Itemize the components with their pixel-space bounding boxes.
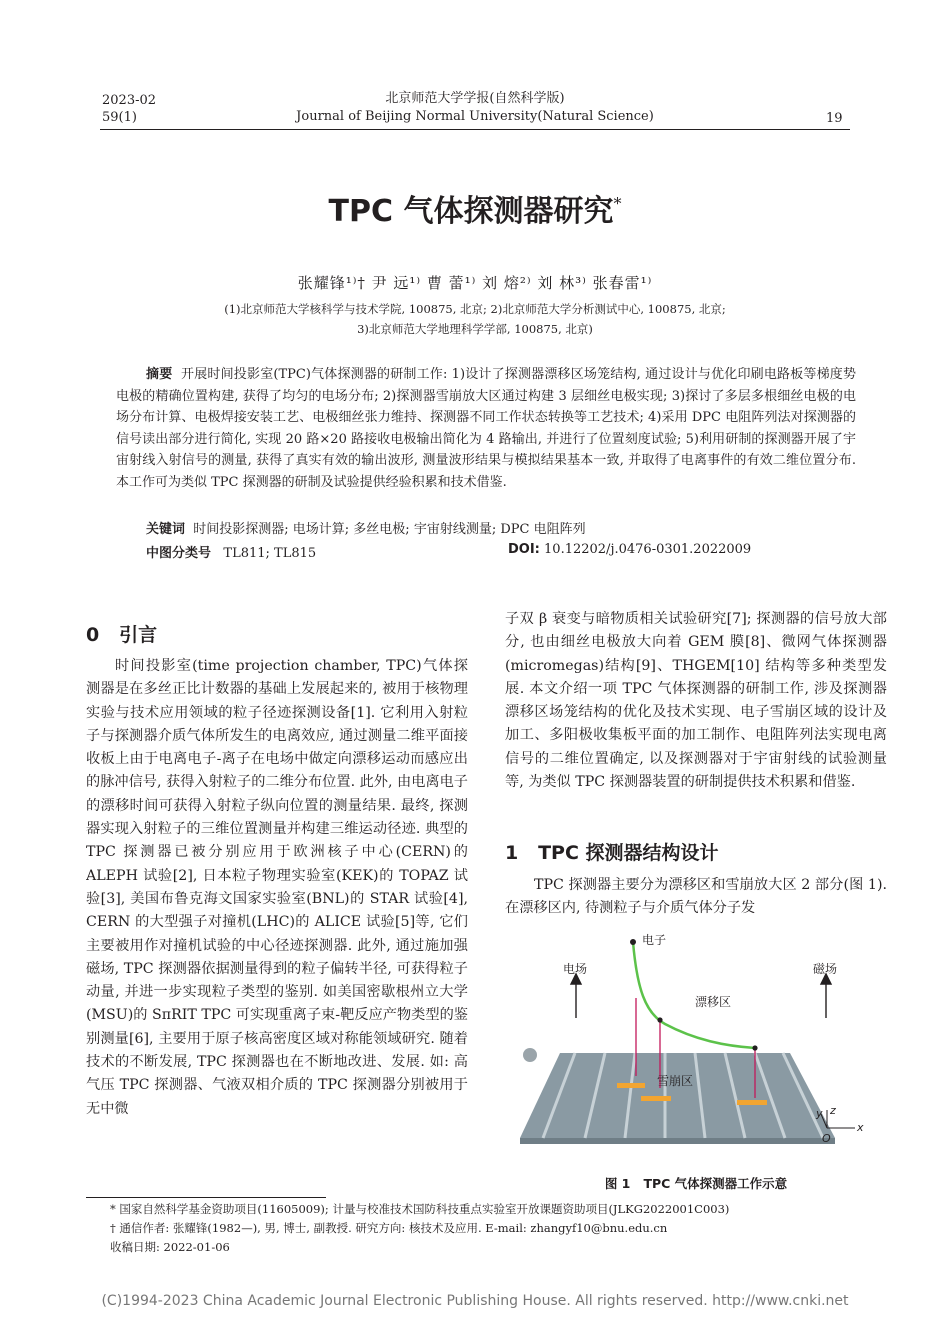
authors: 张耀锋¹⁾† 尹 远¹⁾ 曹 蕾¹⁾ 刘 熔²⁾ 刘 林³⁾ 张春雷¹⁾ xyxy=(297,274,653,292)
right-column-paragraph: 子双 β 衰变与暗物质相关试验研究[7]; 探测器的信号放大部分, 也由细丝电极放大向着 GEM 膜[8]、微网气体探测器(micromegas)结构[9]、THGEM[10] 结构等多种类型发展. 本文介绍一项 TPC 气体探测器的研制工作, 涉及探测器漂移区场笼结构的优化及技术实现、电子雪崩区域的设计及加工、多阳极收集板平面的加工制作、电阻阵列法实现电离信号的二维位置确定, 以及探测器对于宇宙射线的试验测量等, 为类似 TPC 探测器装置的研制提供技术积累和借鉴. xyxy=(505,611,887,791)
title-footnote-mark: * xyxy=(613,194,622,213)
avalanche-region-label: 雪崩区 xyxy=(657,1074,694,1088)
issue-volume: 59(1) xyxy=(102,110,137,125)
page-title: TPC 气体探测器研究 xyxy=(328,194,614,229)
footnote-corresponding-author: † 通信作者: 张耀锋(1982—), 男, 博士, 副教授. 研究方向: 核技术及应用. E-mail: zhangyf10@bnu.edu.cn xyxy=(110,1221,668,1235)
drift-track xyxy=(633,942,755,1048)
track-points xyxy=(657,1017,757,1050)
magnetic-field-label: 磁场 xyxy=(813,962,838,976)
classification-text: TL811; TL815 xyxy=(223,546,317,561)
footnote-funding: * 国家自然科学基金资助项目(11605009); 计量与校准技术国防科技重点实验室开放课题资助项目(JLKG2022001C003) xyxy=(110,1202,730,1216)
journal-name-cn: 北京师范大学学报(自然科学版) xyxy=(385,91,565,106)
axis-x-label: x xyxy=(857,1121,864,1134)
abstract-label: 摘要 xyxy=(146,367,173,382)
axis-y-label: y xyxy=(816,1107,823,1120)
figure-1-diagram xyxy=(505,928,887,1168)
electron-start xyxy=(630,939,636,945)
footnote-received-date: 收稿日期: 2022-01-06 xyxy=(110,1240,230,1254)
page-number: 19 xyxy=(826,111,843,126)
doi xyxy=(508,542,751,557)
title-block xyxy=(0,186,950,230)
classification-label: 中图分类号 xyxy=(146,546,212,561)
section-1-number: 1 xyxy=(505,842,519,864)
affiliation-line-1: (1)北京师范大学核科学与技术学院, 100875, 北京; 2)北京师范大学分析测试中心, 100875, 北京; xyxy=(224,302,726,316)
section-0-number: 0 xyxy=(86,624,100,646)
section-0-heading xyxy=(86,620,157,647)
section-1-title: TPC 探测器结构设计 xyxy=(538,842,719,864)
axis-z-label: z xyxy=(830,1104,836,1117)
keywords-text: 时间投影探测器; 电场计算; 多丝电极; 宇宙射线测量; DPC 电阻阵列 xyxy=(193,522,586,537)
doi-text: 10.12202/j.0476-0301.2022009 xyxy=(544,542,752,557)
section-1-heading xyxy=(505,838,719,865)
keywords-label: 关键词 xyxy=(146,522,186,537)
particle-dot xyxy=(523,1048,537,1062)
abstract-text: 开展时间投影室(TPC)气体探测器的研制工作: 1)设计了探测器漂移区场笼结构, 通过设计与优化印刷电路板等梯度势电极的精确位置构建, 获得了均匀的电场分布; 2)探测器雪崩放大区通过构建 3 层细丝电极实现; 3)探讨了多层多根细丝电极的电场分布计算、电极焊接安装工艺、电极细丝张力维持、探测器不同工作状态转换等工艺技术; 4)采用 DPC 电阻阵列法对探测器的信号读出部分进行简化, 实现 20 路×20 路接收电极输出简化为 4 路输出, 并进行了位置刻度试验; 5)利用研制的探测器开展了宇宙射线入射信号的测量, 获得了真实有效的输出波形, 测量波形结果与模拟结果基本一致, 并取得了电离事件的有效二维位置分布. 本工作可为类似 TPC 探测器的研制及试验提供经验积累和技术借鉴. xyxy=(116,367,856,490)
footnote-rule xyxy=(86,1197,326,1198)
section-0-paragraph: 时间投影室(time projection chamber, TPC)气体探测器是在多丝正比计数器的基础上发展起来的, 被用于核物理实验与技术应用领域的粒子径迹探测设备[1]. 它利用入射粒子与探测器介质气体所发生的电离效应, 通过测量二维平面接收板上由于电离电子-离子在电场中做定向漂移运动而感应出的脉冲信号, 获得入射粒子的二维分布位置. 此外, 由电离电子的漂移时间可获得入射粒子纵向位置的测量结果. 最终, 探测器实现入射粒子的三维位置测量并构建三维运动径迹. 典型的 TPC 探测器已被分别应用于欧洲核子中心(CERN)的 ALEPH 试验[2], 日本粒子物理实验室(KEK)的 TOPAZ 试验[3], 美国布鲁克海文国家实验室(BNL)的 STAR 试验[4], CERN 的大型强子对撞机(LHC)的 ALICE 试验[5]等, 它们主要被用作对撞机试验的中心径迹探测器. 此外, 通过施加强磁场, TPC 探测器依据测量得到的粒子偏转半径, 可获得粒子动量, 并进一步实现粒子类型的鉴别. 如美国密歇根州立大学(MSU)的 SπRIT TPC 可实现重离子束-靶反应产物类型的鉴别测量[6], 主要用于原子核高密度区域对称能领域研究. 随着技术的不断发展, TPC 探测器也在不断地改进、发展. 如: 高气压 TPC 探测器、气液双相介质的 TPC 探测器分别被用于无中微 xyxy=(86,658,468,1117)
header-rule xyxy=(100,129,850,130)
figure-1-caption xyxy=(505,1174,887,1192)
electron-label: 电子 xyxy=(642,933,667,947)
doi-label: DOI: xyxy=(508,542,540,557)
drift-region-label: 漂移区 xyxy=(695,995,732,1009)
affiliation-line-2: 3)北京师范大学地理科学学部, 100875, 北京) xyxy=(357,322,593,336)
keywords xyxy=(146,518,586,537)
figure-1-caption-text: TPC 气体探测器工作示意 xyxy=(643,1176,788,1191)
journal-name-en: Journal of Beijing Normal University(Natural Science) xyxy=(296,109,654,124)
section-0-title: 引言 xyxy=(119,624,158,646)
abstract xyxy=(116,364,856,493)
figure-1-caption-label: 图 1 xyxy=(604,1176,631,1191)
section-1-paragraph: TPC 探测器主要分为漂移区和雪崩放大区 2 部分(图 1). 在漂移区内, 待测粒子与介质气体分子发 xyxy=(505,877,887,917)
detector-plate-edge xyxy=(520,1138,835,1144)
axes xyxy=(821,1110,855,1128)
origin-label: O xyxy=(822,1132,831,1145)
electric-field-label: 电场 xyxy=(563,962,588,976)
classification xyxy=(146,542,316,561)
cnki-watermark: (C)1994-2023 China Academic Journal Electronic Publishing House. All rights reserved. http://www.cnki.net xyxy=(101,1293,849,1309)
issue-year: 2023-02 xyxy=(102,93,157,108)
